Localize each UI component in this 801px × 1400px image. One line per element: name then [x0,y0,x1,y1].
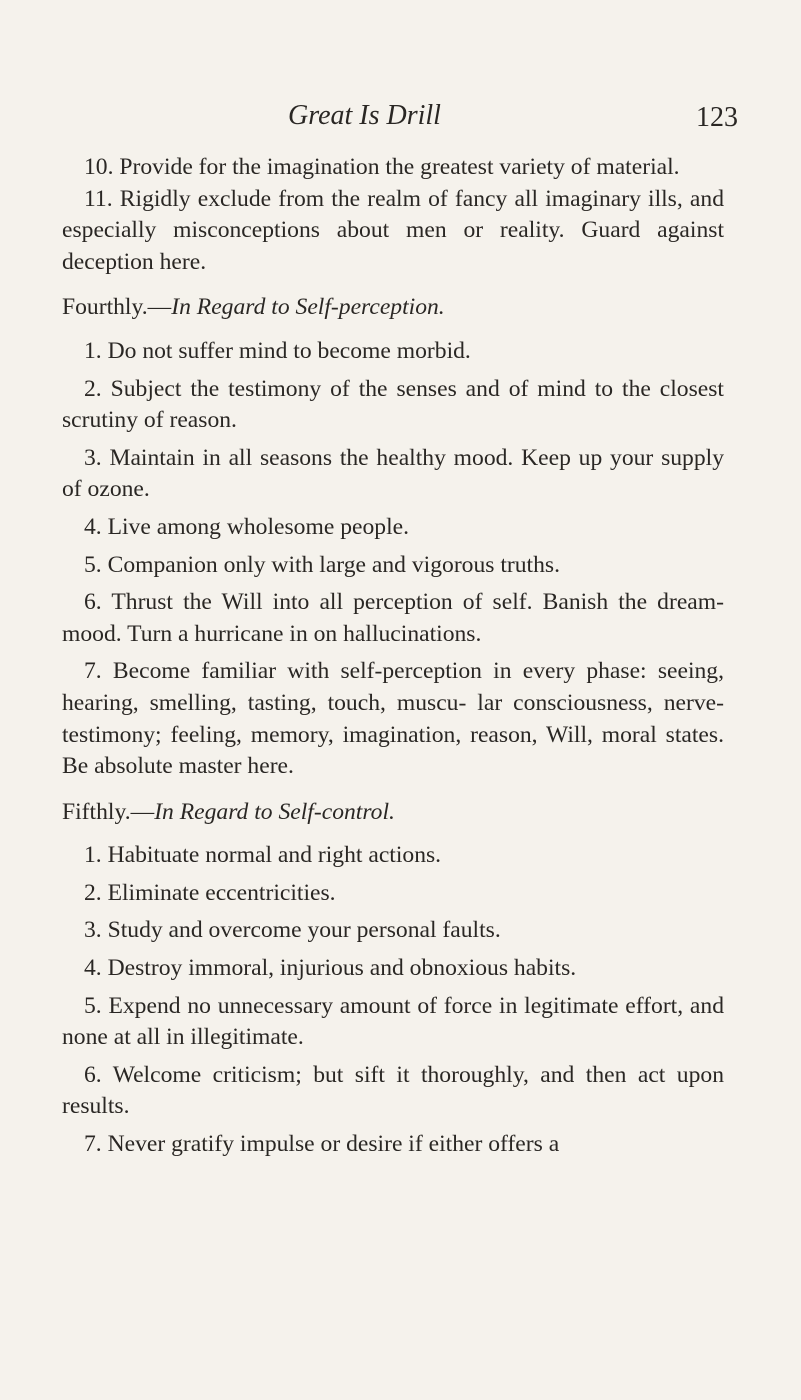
section-topic: In Regard to Self-control. [154,798,395,825]
page-header [0,100,801,140]
list-item: 4. Live among wholesome people. [84,513,409,540]
page-number: 123 [696,102,738,133]
list-item: 5. Expend no unnecessary amount of force in legitimate effort, and none at all in illegitimate. [62,992,724,1051]
section-heading-fifthly [62,797,724,829]
section-topic: In Regard to Self-perception. [171,294,445,321]
list-item: 3. Study and overcome your personal faults. [84,917,501,944]
section-lead: Fifthly.— [62,798,155,825]
list-item: 3. Maintain in all seasons the healthy mood. Keep up your supply of ozone. [62,444,724,503]
list-item: 4. Destroy immoral, injurious and obnoxious habits. [84,955,577,982]
list-item: 1. Habituate normal and right actions. [84,842,442,869]
list-item: 6. Welcome criticism; but sift it thoroughly, and then act upon results. [62,1061,724,1120]
list-item: 5. Companion only with large and vigorous truths. [84,551,560,578]
paragraph-10: 10. Provide for the imagination the greatest variety of material. [84,154,680,180]
list-item: 2. Eliminate eccentricities. [84,879,336,906]
section-heading-fourthly [62,292,724,324]
running-title: Great Is Drill [288,100,441,131]
paragraph-11: 11. Rigidly exclude from the realm of fancy all imaginary ills, and especially misconceptions about men or reality. Guard against deception here. [62,185,724,275]
list-item: 7. Become familiar with self-perception in every phase: seeing, hearing, smelling, tasting, touch, muscu- lar consciousness, nerve-testimony; feeling, memory, imagination, reason, Will, moral states. Be absolute master here. [62,658,724,780]
list-item: 1. Do not suffer mind to become morbid. [84,337,471,364]
list-item: 6. Thrust the Will into all perception of self. Banish the dream-mood. Turn a hurricane in on hallucinations. [62,589,724,647]
list-item: 7. Never gratify impulse or desire if either offers a [84,1131,560,1158]
list-item: 2. Subject the testimony of the senses and of mind to the closest scrutiny of reason. [62,375,724,434]
section-lead: Fourthly.— [62,294,172,321]
page-body [62,152,724,1161]
